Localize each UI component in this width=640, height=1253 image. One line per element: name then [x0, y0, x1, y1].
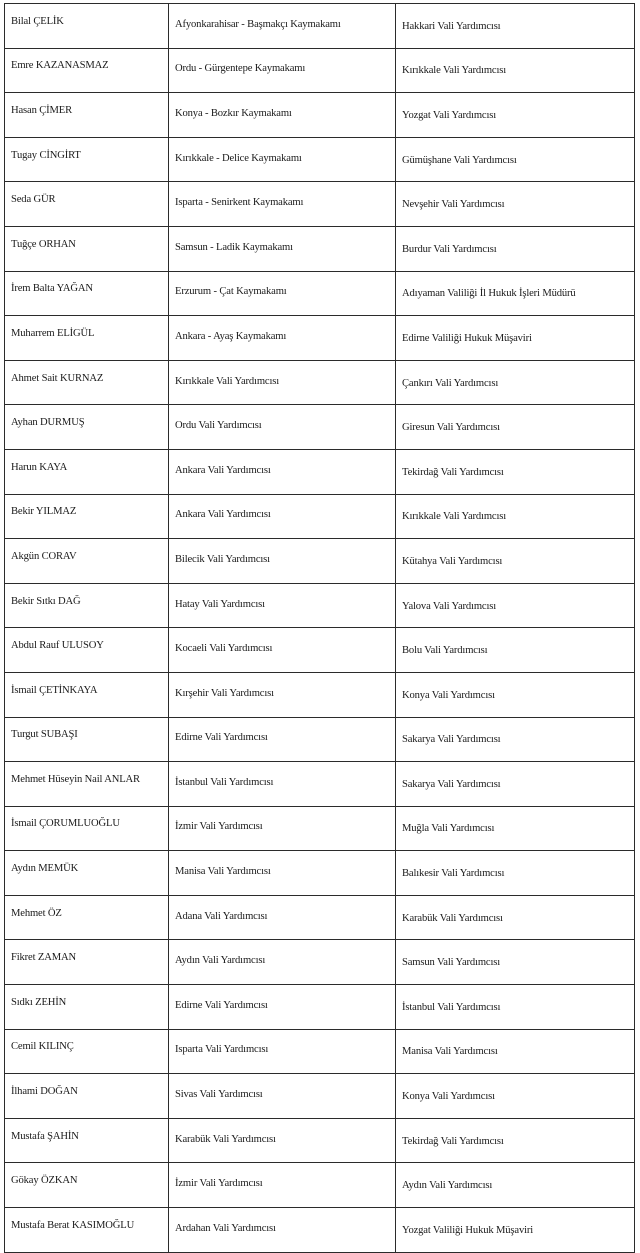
current-post-cell: Sivas Vali Yardımcısı	[169, 1074, 396, 1119]
person-name-cell: Cemil KILINÇ	[5, 1029, 169, 1074]
current-post-cell: Ankara Vali Yardımcısı	[169, 494, 396, 539]
table-row	[5, 1074, 635, 1119]
new-post-cell: Manisa Vali Yardımcısı	[396, 1029, 635, 1074]
table-row	[5, 1118, 635, 1163]
person-name-cell: Harun KAYA	[5, 449, 169, 494]
new-post-cell: Bolu Vali Yardımcısı	[396, 628, 635, 673]
person-name-cell: Tugay CİNGİRT	[5, 137, 169, 182]
new-post-cell: Aydın Vali Yardımcısı	[396, 1163, 635, 1208]
person-name-cell: İlhami DOĞAN	[5, 1074, 169, 1119]
current-post-cell: Aydın Vali Yardımcısı	[169, 940, 396, 985]
person-name-cell: Bilal ÇELİK	[5, 4, 169, 49]
current-post-cell: Konya - Bozkır Kaymakamı	[169, 93, 396, 138]
table-row	[5, 583, 635, 628]
person-name-cell: Tuğçe ORHAN	[5, 226, 169, 271]
person-name-cell: İsmail ÇETİNKAYA	[5, 672, 169, 717]
person-name-cell: Muharrem ELİGÜL	[5, 316, 169, 361]
new-post-cell: Sakarya Vali Yardımcısı	[396, 762, 635, 807]
current-post-cell: Manisa Vali Yardımcısı	[169, 851, 396, 896]
person-name-cell: Mustafa Berat KASIMOĞLU	[5, 1208, 169, 1253]
current-post-cell: Adana Vali Yardımcısı	[169, 895, 396, 940]
person-name-cell: Bekir YILMAZ	[5, 494, 169, 539]
new-post-cell: Kırıkkale Vali Yardımcısı	[396, 48, 635, 93]
person-name-cell: Akgün CORAV	[5, 539, 169, 584]
current-post-cell: Kırıkkale - Delice Kaymakamı	[169, 137, 396, 182]
new-post-cell: Tekirdağ Vali Yardımcısı	[396, 1118, 635, 1163]
new-post-cell: Hakkari Vali Yardımcısı	[396, 4, 635, 49]
current-post-cell: Ordu Vali Yardımcısı	[169, 405, 396, 450]
new-post-cell: Yalova Vali Yardımcısı	[396, 583, 635, 628]
table-row	[5, 1208, 635, 1253]
person-name-cell: İsmail ÇORUMLUOĞLU	[5, 806, 169, 851]
person-name-cell: Aydın MEMÜK	[5, 851, 169, 896]
new-post-cell: Yozgat Valiliği Hukuk Müşaviri	[396, 1208, 635, 1253]
current-post-cell: Karabük Vali Yardımcısı	[169, 1118, 396, 1163]
person-name-cell: Turgut SUBAŞI	[5, 717, 169, 762]
table-row	[5, 1163, 635, 1208]
table-row	[5, 762, 635, 807]
table-row	[5, 226, 635, 271]
person-name-cell: Mehmet Hüseyin Nail ANLAR	[5, 762, 169, 807]
table-row	[5, 539, 635, 584]
new-post-cell: Edirne Valiliği Hukuk Müşaviri	[396, 316, 635, 361]
table-row	[5, 449, 635, 494]
table-row	[5, 316, 635, 361]
current-post-cell: Isparta Vali Yardımcısı	[169, 1029, 396, 1074]
table-row	[5, 93, 635, 138]
new-post-cell: Balıkesir Vali Yardımcısı	[396, 851, 635, 896]
new-post-cell: Karabük Vali Yardımcısı	[396, 895, 635, 940]
current-post-cell: Isparta - Senirkent Kaymakamı	[169, 182, 396, 227]
person-name-cell: Fikret ZAMAN	[5, 940, 169, 985]
appointment-table-body	[5, 4, 635, 1253]
person-name-cell: Emre KAZANASMAZ	[5, 48, 169, 93]
current-post-cell: Ankara Vali Yardımcısı	[169, 449, 396, 494]
person-name-cell: İrem Balta YAĞAN	[5, 271, 169, 316]
person-name-cell: Mehmet ÖZ	[5, 895, 169, 940]
current-post-cell: Hatay Vali Yardımcısı	[169, 583, 396, 628]
table-row	[5, 494, 635, 539]
new-post-cell: Gümüşhane Vali Yardımcısı	[396, 137, 635, 182]
current-post-cell: Ardahan Vali Yardımcısı	[169, 1208, 396, 1253]
new-post-cell: Yozgat Vali Yardımcısı	[396, 93, 635, 138]
person-name-cell: Abdul Rauf ULUSOY	[5, 628, 169, 673]
new-post-cell: Adıyaman Valiliği İl Hukuk İşleri Müdürü	[396, 271, 635, 316]
new-post-cell: Kırıkkale Vali Yardımcısı	[396, 494, 635, 539]
table-row	[5, 182, 635, 227]
new-post-cell: Giresun Vali Yardımcısı	[396, 405, 635, 450]
current-post-cell: Samsun - Ladik Kaymakamı	[169, 226, 396, 271]
person-name-cell: Mustafa ŞAHİN	[5, 1118, 169, 1163]
table-row	[5, 48, 635, 93]
new-post-cell: Tekirdağ Vali Yardımcısı	[396, 449, 635, 494]
person-name-cell: Seda GÜR	[5, 182, 169, 227]
new-post-cell: Konya Vali Yardımcısı	[396, 1074, 635, 1119]
person-name-cell: Ayhan DURMUŞ	[5, 405, 169, 450]
table-row	[5, 806, 635, 851]
new-post-cell: Samsun Vali Yardımcısı	[396, 940, 635, 985]
person-name-cell: Gökay ÖZKAN	[5, 1163, 169, 1208]
current-post-cell: Edirne Vali Yardımcısı	[169, 717, 396, 762]
table-row	[5, 137, 635, 182]
current-post-cell: Kırıkkale Vali Yardımcısı	[169, 360, 396, 405]
table-row	[5, 717, 635, 762]
current-post-cell: Kocaeli Vali Yardımcısı	[169, 628, 396, 673]
new-post-cell: Kütahya Vali Yardımcısı	[396, 539, 635, 584]
current-post-cell: Erzurum - Çat Kaymakamı	[169, 271, 396, 316]
table-row	[5, 360, 635, 405]
table-row	[5, 405, 635, 450]
new-post-cell: Muğla Vali Yardımcısı	[396, 806, 635, 851]
table-row	[5, 1029, 635, 1074]
appointment-list-page	[4, 3, 634, 1253]
table-row	[5, 4, 635, 49]
person-name-cell: Sıdkı ZEHİN	[5, 985, 169, 1030]
current-post-cell: Afyonkarahisar - Başmakçı Kaymakamı	[169, 4, 396, 49]
current-post-cell: Edirne Vali Yardımcısı	[169, 985, 396, 1030]
new-post-cell: Konya Vali Yardımcısı	[396, 672, 635, 717]
new-post-cell: Çankırı Vali Yardımcısı	[396, 360, 635, 405]
new-post-cell: Burdur Vali Yardımcısı	[396, 226, 635, 271]
current-post-cell: Bilecik Vali Yardımcısı	[169, 539, 396, 584]
person-name-cell: Bekir Sıtkı DAĞ	[5, 583, 169, 628]
new-post-cell: Nevşehir Vali Yardımcısı	[396, 182, 635, 227]
table-row	[5, 895, 635, 940]
table-row	[5, 940, 635, 985]
table-row	[5, 851, 635, 896]
current-post-cell: İstanbul Vali Yardımcısı	[169, 762, 396, 807]
current-post-cell: Kırşehir Vali Yardımcısı	[169, 672, 396, 717]
current-post-cell: Ordu - Gürgentepe Kaymakamı	[169, 48, 396, 93]
new-post-cell: Sakarya Vali Yardımcısı	[396, 717, 635, 762]
current-post-cell: Ankara - Ayaş Kaymakamı	[169, 316, 396, 361]
person-name-cell: Hasan ÇİMER	[5, 93, 169, 138]
person-name-cell: Ahmet Sait KURNAZ	[5, 360, 169, 405]
table-row	[5, 271, 635, 316]
current-post-cell: İzmir Vali Yardımcısı	[169, 806, 396, 851]
table-row	[5, 628, 635, 673]
new-post-cell: İstanbul Vali Yardımcısı	[396, 985, 635, 1030]
appointment-table	[4, 3, 635, 1253]
table-row	[5, 985, 635, 1030]
current-post-cell: İzmir Vali Yardımcısı	[169, 1163, 396, 1208]
table-row	[5, 672, 635, 717]
